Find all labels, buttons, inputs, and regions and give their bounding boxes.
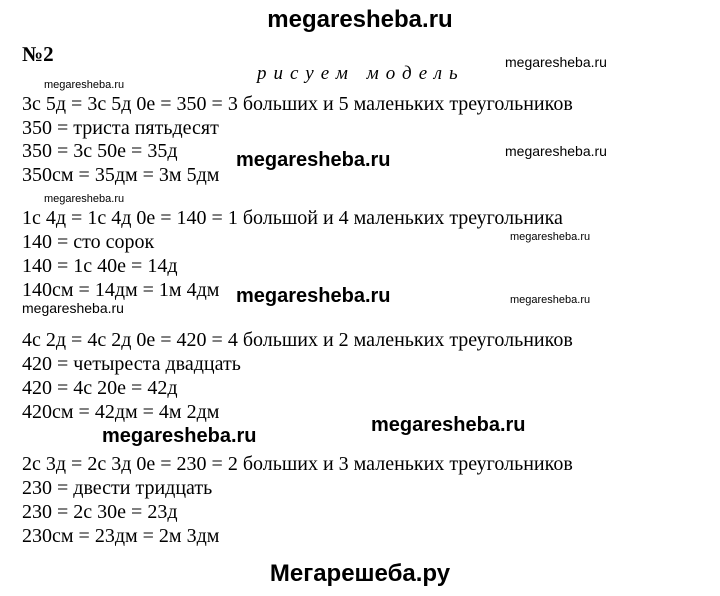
watermark: megaresheba.ru: [371, 414, 526, 436]
solution-line: 230см = 23дм = 2м 3дм: [22, 525, 220, 547]
solution-line: 350 = триста пятьдесят: [22, 117, 219, 139]
watermark: megaresheba.ru: [236, 285, 391, 307]
solution-line: 350см = 35дм = 3м 5дм: [22, 164, 220, 186]
solution-line: 350 = 3с 50е = 35д: [22, 140, 178, 162]
solution-line: 420 = 4с 20е = 42д: [22, 377, 178, 399]
watermark: megaresheba.ru: [102, 425, 257, 447]
solution-line: 140 = сто сорок: [22, 231, 155, 253]
solution-line: 1с 4д = 1с 4д 0е = 140 = 1 большой и 4 маленьких треугольника: [22, 207, 563, 229]
solution-line: 140 = 1с 40е = 14д: [22, 255, 178, 277]
subtitle: рисуем модель: [257, 63, 465, 84]
site-header: megaresheba.ru: [267, 6, 453, 33]
watermark: megaresheba.ru: [44, 79, 125, 91]
solution-line: 420 = четыреста двадцать: [22, 353, 241, 375]
solution-line: 2с 3д = 2с 3д 0е = 230 = 2 больших и 3 маленьких треугольников: [22, 453, 573, 475]
solution-line: 230 = двести тридцать: [22, 477, 213, 499]
solution-line: 3с 5д = 3с 5д 0е = 350 = 3 больших и 5 маленьких треугольников: [22, 93, 573, 115]
watermark: megaresheba.ru: [44, 193, 125, 205]
solution-line: 140см = 14дм = 1м 4дм: [22, 279, 220, 301]
watermark: megaresheba.ru: [510, 231, 591, 243]
solution-line: 230 = 2с 30е = 23д: [22, 501, 178, 523]
watermark: megaresheba.ru: [510, 294, 591, 306]
watermark: megaresheba.ru: [505, 143, 607, 159]
watermark: megaresheba.ru: [22, 300, 124, 316]
solution-line: 4с 2д = 4с 2д 0е = 420 = 4 больших и 2 маленьких треугольников: [22, 329, 573, 351]
task-number: №2: [22, 42, 54, 66]
watermark: megaresheba.ru: [236, 149, 391, 171]
site-footer: Мегарешеба.ру: [269, 560, 451, 587]
solution-line: 420см = 42дм = 4м 2дм: [22, 401, 220, 423]
watermark: megaresheba.ru: [505, 54, 607, 70]
